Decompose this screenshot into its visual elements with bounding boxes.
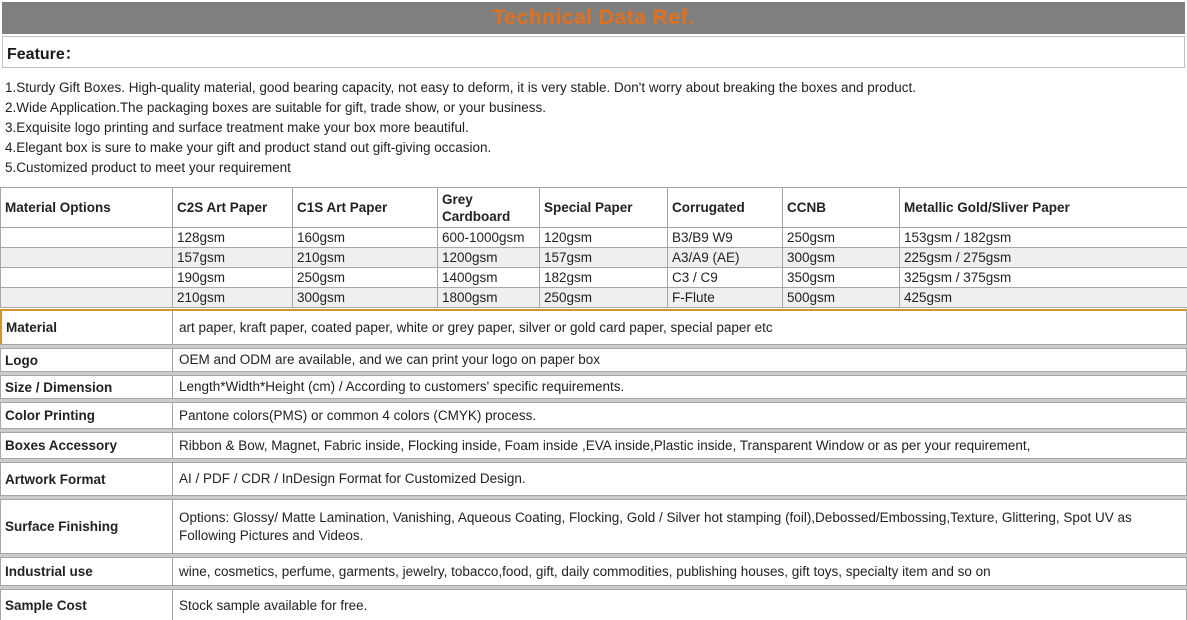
spec-row <box>0 402 1187 429</box>
spec-row <box>0 432 1187 459</box>
materials-column-header: C1S Art Paper <box>293 188 438 228</box>
materials-column-header: Corrugated <box>668 188 783 228</box>
spec-row <box>0 375 1187 399</box>
materials-cell: B3/B9 W9 <box>668 228 783 248</box>
feature-list-item: 4.Elegant box is sure to make your gift and product stand out gift-giving occasion. <box>5 140 492 155</box>
materials-cell: 157gsm <box>173 248 293 268</box>
materials-cell: 190gsm <box>173 268 293 288</box>
spec-row-label: Material <box>2 311 173 344</box>
spec-row-value: AI / PDF / CDR / InDesign Format for Customized Design. <box>179 471 526 486</box>
title-bar <box>2 2 1185 34</box>
feature-heading: Feature： <box>7 45 81 63</box>
spec-row-value: Length*Width*Height (cm) / According to customers' specific requirements. <box>179 379 625 394</box>
spec-row <box>0 348 1187 372</box>
materials-column-header: C2S Art Paper <box>173 188 293 228</box>
spec-row-label: Logo <box>1 349 173 371</box>
materials-cell: 157gsm <box>540 248 668 268</box>
feature-list <box>0 78 1187 178</box>
spec-row-value: OEM and ODM are available, and we can print your logo on paper box <box>179 352 600 367</box>
materials-column-header: CCNB <box>783 188 900 228</box>
materials-cell <box>1 228 173 248</box>
materials-cell: 425gsm <box>900 288 1187 308</box>
spec-row <box>0 462 1187 496</box>
spec-row-label: Industrial use <box>1 558 173 585</box>
spec-row-value: art paper, kraft paper, coated paper, white or grey paper, silver or gold card paper, special paper etc <box>179 319 773 335</box>
spec-row-label: Sample Cost <box>1 590 173 620</box>
materials-cell: 1800gsm <box>438 288 540 308</box>
spec-row <box>0 557 1187 586</box>
materials-cell: 225gsm / 275gsm <box>900 248 1187 268</box>
materials-cell: 350gsm <box>783 268 900 288</box>
materials-cell: 160gsm <box>293 228 438 248</box>
feature-list-item: 1.Sturdy Gift Boxes. High-quality material, good bearing capacity, not easy to deform, it is very stable. Don't worry about breaking the boxes and product. <box>5 80 917 95</box>
materials-cell: 250gsm <box>540 288 668 308</box>
materials-cell: 250gsm <box>783 228 900 248</box>
feature-list-item: 2.Wide Application.The packaging boxes are suitable for gift, trade show, or your business. <box>5 100 547 115</box>
spec-row-value: Stock sample available for free. <box>179 597 368 613</box>
spec-row-value: Ribbon & Bow, Magnet, Fabric inside, Flocking inside, Foam inside ,EVA inside,Plastic inside, Transparent Window or as per your requirement, <box>179 437 1031 453</box>
spec-row-label: Color Printing <box>1 403 173 428</box>
spec-row-label: Artwork Format <box>1 463 173 495</box>
materials-table-body <box>1 228 1187 308</box>
spec-row-value: Pantone colors(PMS) or common 4 colors (CMYK) process. <box>179 407 537 423</box>
materials-cell: 300gsm <box>783 248 900 268</box>
spec-row <box>0 589 1187 620</box>
spec-row-value: Options: Glossy/ Matte Lamination, Vanishing, Aqueous Coating, Flocking, Gold / Silver hot stamping (foil),Debossed/Embossing,Texture, Glittering, Spot UV as Following Pictures and Videos. <box>179 509 1132 543</box>
materials-cell: 600-1000gsm <box>438 228 540 248</box>
materials-cell: 182gsm <box>540 268 668 288</box>
spec-row-label: Boxes Accessory <box>1 433 173 458</box>
spec-section <box>0 309 1187 620</box>
materials-cell: 210gsm <box>173 288 293 308</box>
spec-row <box>0 499 1187 554</box>
materials-cell: 500gsm <box>783 288 900 308</box>
materials-cell: F-Flute <box>668 288 783 308</box>
feature-list-item: 3.Exquisite logo printing and surface treatment make your box more beautiful. <box>5 120 469 135</box>
materials-column-header: Metallic Gold/Sliver Paper <box>900 188 1187 228</box>
materials-cell: 325gsm / 375gsm <box>900 268 1187 288</box>
materials-cell: 1200gsm <box>438 248 540 268</box>
materials-cell: A3/A9 (AE) <box>668 248 783 268</box>
materials-cell: 250gsm <box>293 268 438 288</box>
materials-cell <box>1 268 173 288</box>
spec-row-value: wine, cosmetics, perfume, garments, jewelry, tobacco,food, gift, daily commodities, publishing houses, gift toys, specialty item and so on <box>179 563 991 579</box>
materials-cell: 120gsm <box>540 228 668 248</box>
materials-row <box>1 288 1187 308</box>
materials-header-row <box>1 188 1187 228</box>
materials-cell <box>1 248 173 268</box>
materials-table <box>0 187 1187 308</box>
materials-cell: 1400gsm <box>438 268 540 288</box>
materials-cell: 153gsm / 182gsm <box>900 228 1187 248</box>
materials-cell: 128gsm <box>173 228 293 248</box>
materials-cell: C3 / C9 <box>668 268 783 288</box>
materials-row <box>1 248 1187 268</box>
page-title: Technical Data Ref. <box>492 6 695 29</box>
materials-column-header: Grey Cardboard <box>438 188 540 228</box>
materials-row <box>1 228 1187 248</box>
materials-row <box>1 268 1187 288</box>
materials-column-header: Special Paper <box>540 188 668 228</box>
materials-cell: 300gsm <box>293 288 438 308</box>
materials-cell <box>1 288 173 308</box>
feature-heading-box <box>2 36 1185 68</box>
spec-row <box>0 309 1187 345</box>
materials-cell: 210gsm <box>293 248 438 268</box>
materials-column-header: Material Options <box>1 188 173 228</box>
spec-row-label: Surface Finishing <box>1 500 173 553</box>
feature-list-item: 5.Customized product to meet your requirement <box>5 160 291 175</box>
spec-row-label: Size / Dimension <box>1 376 173 398</box>
